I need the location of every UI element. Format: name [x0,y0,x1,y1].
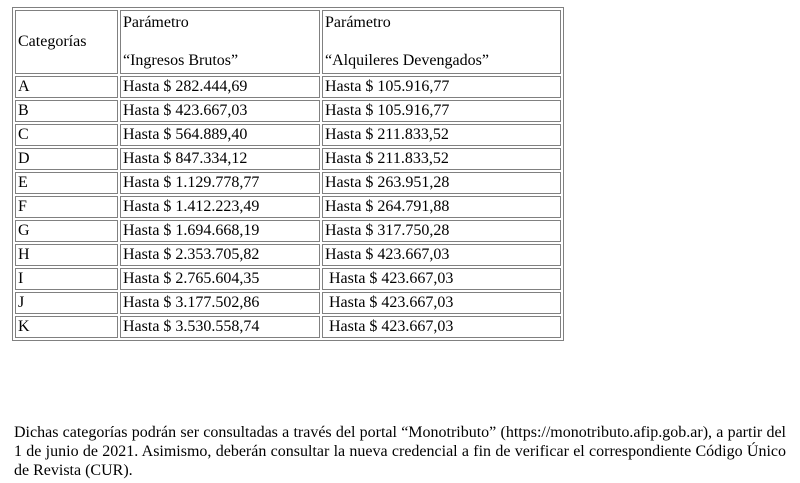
header-alquileres-line1: Parámetro [325,14,391,31]
categorias-table [12,7,564,341]
cell-alquileres: Hasta $ 423.667,03 [322,268,561,290]
cell-categoria: D [15,148,118,170]
header-categorias-label: Categorías [18,33,87,50]
header-alquileres-line2: “Alquileres Devengados” [325,52,489,69]
cell-categoria: A [15,76,118,98]
cell-alquileres: Hasta $ 211.833,52 [322,124,561,146]
header-ingresos-brutos [120,10,320,74]
cell-alquileres: Hasta $ 105.916,77 [322,100,561,122]
table-row [15,148,561,170]
cell-alquileres: Hasta $ 211.833,52 [322,148,561,170]
cell-ingresos: Hasta $ 282.444,69 [120,76,320,98]
cell-categoria: B [15,100,118,122]
cell-ingresos: Hasta $ 3.177.502,86 [120,292,320,314]
cell-alquileres: Hasta $ 423.667,03 [322,316,561,338]
header-categorias [15,10,118,74]
cell-ingresos: Hasta $ 564.889,40 [120,124,320,146]
cell-categoria: C [15,124,118,146]
header-alquileres-devengados [322,10,561,74]
cell-categoria: E [15,172,118,194]
cell-ingresos: Hasta $ 847.334,12 [120,148,320,170]
header-ingresos-line2: “Ingresos Brutos” [123,52,239,69]
table-row [15,100,561,122]
cell-alquileres: Hasta $ 263.951,28 [322,172,561,194]
cell-ingresos: Hasta $ 2.765.604,35 [120,268,320,290]
table-row [15,268,561,290]
cell-alquileres: Hasta $ 264.791,88 [322,196,561,218]
table-header-row [15,10,561,74]
table-row [15,172,561,194]
cell-ingresos: Hasta $ 1.694.668,19 [120,220,320,242]
table-row [15,316,561,338]
cell-alquileres: Hasta $ 105.916,77 [322,76,561,98]
cell-categoria: J [15,292,118,314]
cell-ingresos: Hasta $ 3.530.558,74 [120,316,320,338]
cell-alquileres: Hasta $ 423.667,03 [322,292,561,314]
cell-alquileres: Hasta $ 423.667,03 [322,244,561,266]
cell-categoria: G [15,220,118,242]
cell-ingresos: Hasta $ 423.667,03 [120,100,320,122]
cell-categoria: H [15,244,118,266]
table-row [15,124,561,146]
body-paragraph: Dichas categorías podrán ser consultadas a través del portal “Monotributo” (https://monotributo.afip.gob.ar), a partir del 1 de junio de 2021. Asimismo, deberán consultar la nueva credencial a fin de verificar el correspondiente Código Único de Revista (CUR). [14,424,786,479]
cell-ingresos: Hasta $ 1.412.223,49 [120,196,320,218]
header-ingresos-line1: Parámetro [123,14,189,31]
cell-ingresos: Hasta $ 1.129.778,77 [120,172,320,194]
table-row [15,244,561,266]
table-row [15,196,561,218]
cell-categoria: K [15,316,118,338]
table-row [15,76,561,98]
cell-alquileres: Hasta $ 317.750,28 [322,220,561,242]
cell-ingresos: Hasta $ 2.353.705,82 [120,244,320,266]
cell-categoria: F [15,196,118,218]
cell-categoria: I [15,268,118,290]
table-row [15,220,561,242]
table-row [15,292,561,314]
